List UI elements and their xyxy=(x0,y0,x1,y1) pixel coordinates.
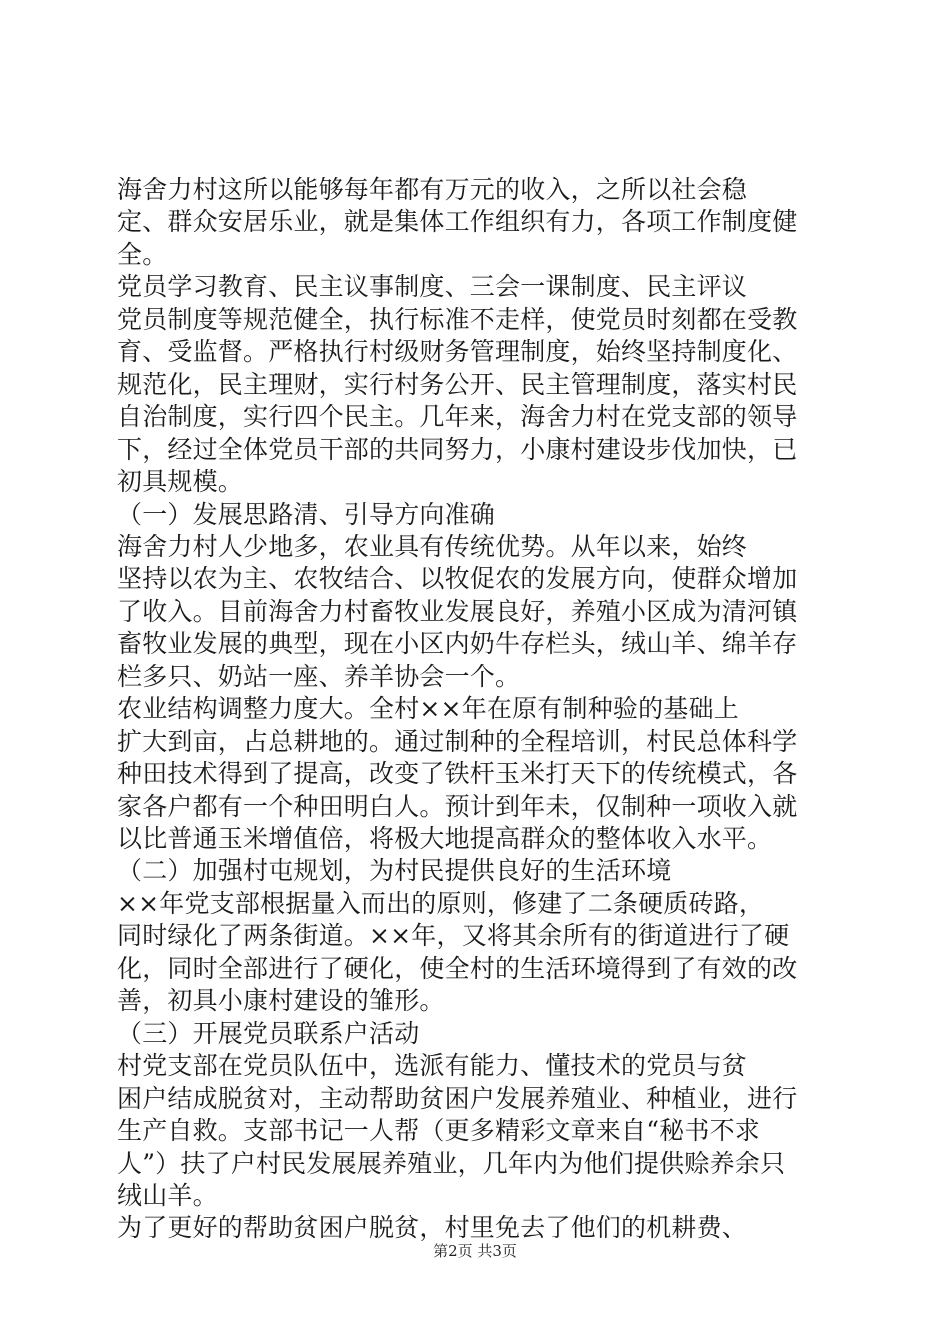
text-line: 党员制度等规范健全，执行标准不走样，使党员时刻都在受教 xyxy=(117,305,798,334)
text-line: 海舍力村人少地多，农业具有传统优势。从年以来，始终 xyxy=(117,532,748,561)
text-line: 规范化，民主理财，实行村务公开、民主管理制度，落实村民 xyxy=(117,370,798,399)
text-line: 生产自救。支部书记一人帮（更多精彩文章来自“秘书不求 xyxy=(117,1116,760,1145)
text-line: 村党支部在党员队伍中，选派有能力、懂技术的党员与贫 xyxy=(117,1051,748,1080)
text-line: 困户结成脱贫对，主动帮助贫困户发展养殖业、种植业，进行 xyxy=(117,1084,798,1113)
text-line: （一）发展思路清、引导方向准确 xyxy=(117,500,496,529)
text-line: 人”）扶了户村民发展展养殖业，几年内为他们提供赊养余只 xyxy=(117,1149,786,1178)
text-line: 海舍力村这所以能够每年都有万元的收入，之所以社会稳 xyxy=(117,175,748,204)
text-line: 化，同时全部进行了硬化，使全村的生活环境得到了有效的改 xyxy=(117,954,798,983)
text-line: 坚持以农为主、农牧结合、以牧促农的发展方向，使群众增加 xyxy=(117,564,798,593)
page-footer: 第2页 共3页 xyxy=(433,1242,517,1260)
text-line: 扩大到亩，占总耕地的。通过制种的全程培训，村民总体科学 xyxy=(117,727,798,756)
text-line: ××年党支部根据量入而出的原则，修建了二条硬质砖路， xyxy=(117,889,765,918)
text-line: 种田技术得到了提高，改变了铁杆玉米打天下的传统模式，各 xyxy=(117,759,798,788)
text-line: 定、群众安居乐业，就是集体工作组织有力，各项工作制度健 xyxy=(117,207,798,236)
text-line: 栏多只、奶站一座、养羊协会一个。 xyxy=(117,662,521,691)
text-line: 绒山羊。 xyxy=(117,1181,218,1210)
text-line: 农业结构调整力度大。全村××年在原有制种验的基础上 xyxy=(117,694,739,723)
text-line: 以比普通玉米增值倍，将极大地提高群众的整体收入水平。 xyxy=(117,824,773,853)
text-line: 了收入。目前海舍力村畜牧业发展良好，养殖小区成为清河镇 xyxy=(117,597,798,626)
text-line: 自治制度，实行四个民主。几年来，海舍力村在党支部的领导 xyxy=(117,402,798,431)
text-line: 全。 xyxy=(117,240,168,269)
text-line: 下，经过全体党员干部的共同努力，小康村建设步伐加快，已 xyxy=(117,435,798,464)
text-line: 党员学习教育、民主议事制度、三会一课制度、民主评议 xyxy=(117,272,748,301)
text-line: 为了更好的帮助贫困户脱贫，村里免去了他们的机耕费、 xyxy=(117,1213,748,1242)
text-line: 同时绿化了两条街道。××年，又将其余所有的街道进行了硬 xyxy=(117,921,790,950)
text-line: 育、受监督。严格执行村级财务管理制度，始终坚持制度化、 xyxy=(117,337,798,366)
text-line: 初具规模。 xyxy=(117,467,244,496)
text-line: （三）开展党员联系户活动 xyxy=(117,1019,420,1048)
text-line: 畜牧业发展的典型，现在小区内奶牛存栏头，绒山羊、绵羊存 xyxy=(117,629,798,658)
text-line: （二）加强村屯规划，为村民提供良好的生活环境 xyxy=(117,856,672,885)
text-line: 家各户都有一个种田明白人。预计到年未，仅制种一项收入就 xyxy=(117,792,798,821)
text-line: 善，初具小康村建设的雏形。 xyxy=(117,986,445,1015)
